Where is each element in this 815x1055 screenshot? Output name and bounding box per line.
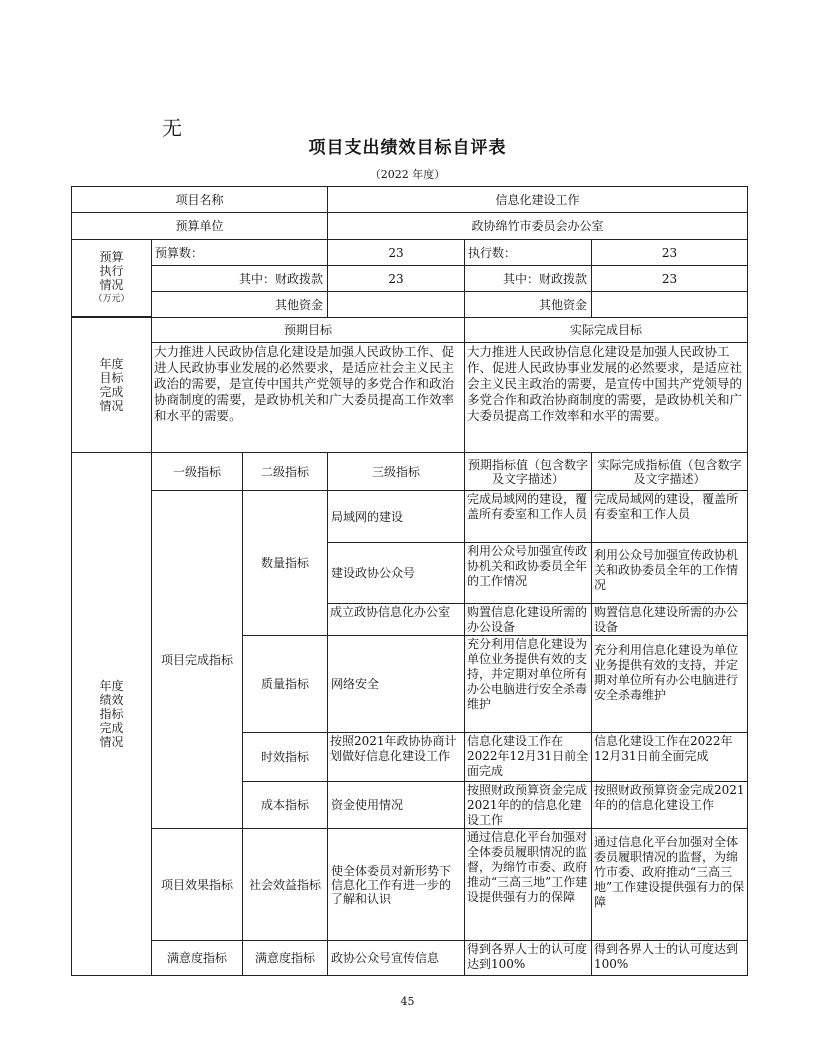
fiscal-exec-label: 其中：财政拨款 xyxy=(464,265,592,292)
level2-quality: 质量指标 xyxy=(242,635,328,733)
top-mark: 无 xyxy=(162,116,182,140)
annual-goal-label xyxy=(71,317,152,453)
actual-goal-text: 大力推进人民政协信息化建设是加强人民政协工作、促进人民政协事业发展的必然要求，是适应社会主义民主政治的需要，是宣传中国共产党领导的多党合作和政治协商制度的需要，是政协机关和广大委员提高工作效率和水平的需要。 xyxy=(464,342,748,453)
budget-exec-label-line: 情况 xyxy=(99,278,124,292)
level3-cell: 使全体委员对新形势下信息化工作有进一步的了解和认识 xyxy=(327,828,465,941)
level3-cell: 成立政协信息化办公室 xyxy=(327,603,465,636)
actual-value-cell: 完成局域网的建设，覆盖所有委室和工作人员 xyxy=(591,490,748,543)
expected-value-cell: 得到各界人士的认可度达到100% xyxy=(464,940,592,976)
annual-goal-label-line: 完成 xyxy=(99,385,124,399)
expected-value-cell: 充分利用信息化建设为单位业务提供有效的支持，并定期对单位所有办公电脑进行安全杀毒维护 xyxy=(464,635,592,733)
indicators-label-line: 绩效 xyxy=(99,693,124,707)
fiscal-budget-label: 其中：财政拨款 xyxy=(151,265,328,292)
actual-goal-header: 实际完成目标 xyxy=(464,317,748,343)
fiscal-exec-value: 23 xyxy=(591,265,748,292)
page-title: 项目支出绩效目标自评表 xyxy=(308,138,507,158)
other-budget-label: 其他资金 xyxy=(151,291,328,318)
level3-cell: 政协公众号宣传信息 xyxy=(327,940,465,976)
budget-amount-value: 23 xyxy=(327,239,465,266)
header-actual: 实际完成指标值（包含数字及文字描述） xyxy=(591,452,748,491)
indicators-label-line: 完成 xyxy=(99,721,124,735)
exec-amount-label: 执行数： xyxy=(464,239,592,266)
budget-unit-value: 政协绵竹市委员会办公室 xyxy=(327,212,748,240)
level2-social: 社会效益指标 xyxy=(242,828,328,941)
actual-value-cell: 充分利用信息化建设为单位业务提供有效的支持，并定期对单位所有办公电脑进行安全杀毒维护 xyxy=(591,635,748,733)
level3-cell: 网络安全 xyxy=(327,635,465,733)
actual-value-cell: 信息化建设工作在2022年12月31日前全面完成 xyxy=(591,732,748,782)
expected-value-cell: 按照财政预算资金完成2021年的的信息化建设工作 xyxy=(464,781,592,829)
indicators-label-line: 情况 xyxy=(99,735,124,749)
actual-value-cell: 购置信息化建设所需的办公设备 xyxy=(591,603,748,636)
level1-completion: 项目完成指标 xyxy=(151,490,243,829)
annual-goal-label-line: 年度 xyxy=(99,357,124,371)
budget-exec-label-line: 预算 xyxy=(99,250,124,264)
other-budget-value xyxy=(327,291,465,318)
level1-effect: 项目效果指标 xyxy=(151,828,243,941)
actual-value-cell: 利用公众号加强宣传政协机关和政协委员全年的工作情况 xyxy=(591,542,748,604)
expected-value-cell: 利用公众号加强宣传政协机关和政协委员全年的工作情况 xyxy=(464,542,592,604)
level1-satisfaction: 满意度指标 xyxy=(151,940,243,976)
project-name-value: 信息化建设工作 xyxy=(327,186,748,213)
expected-value-cell: 完成局域网的建设，覆盖所有委室和工作人员 xyxy=(464,490,592,543)
header-level2: 二级指标 xyxy=(242,452,328,491)
level2-timeliness: 时效指标 xyxy=(242,732,328,782)
exec-amount-value: 23 xyxy=(591,239,748,266)
actual-value-cell: 得到各界人士的认可度达到100% xyxy=(591,940,748,976)
fiscal-budget-value: 23 xyxy=(327,265,465,292)
budget-exec-unit: （万元） xyxy=(93,294,130,304)
expected-value-cell: 信息化建设工作在2022年12月31日前全面完成 xyxy=(464,732,592,782)
header-level1: 一级指标 xyxy=(151,452,243,491)
expected-goal-header: 预期目标 xyxy=(151,317,465,343)
budget-exec-label xyxy=(71,239,152,317)
indicators-label-line: 年度 xyxy=(99,679,124,693)
page-number: 45 xyxy=(400,995,415,1008)
other-exec-value xyxy=(591,291,748,318)
header-level3: 三级指标 xyxy=(327,452,465,491)
level2-quantity: 数量指标 xyxy=(242,490,328,636)
level2-satisfaction: 满意度指标 xyxy=(242,940,328,976)
year-label: （2022 年度） xyxy=(369,168,446,181)
indicators-label-line: 指标 xyxy=(99,707,124,721)
other-exec-label: 其他资金 xyxy=(464,291,592,318)
expected-value-cell: 通过信息化平台加强对全体委员履职情况的监督，为绵竹市委、政府推动“三高三地”工作建设提供强有力的保障 xyxy=(464,828,592,941)
level3-cell: 资金使用情况 xyxy=(327,781,465,829)
level3-cell: 局域网的建设 xyxy=(327,490,465,543)
level3-cell: 建设政协公众号 xyxy=(327,542,465,604)
level3-cell: 按照2021年政协协商计划做好信息化建设工作 xyxy=(327,732,465,782)
budget-unit-label: 预算单位 xyxy=(71,212,328,240)
indicators-label xyxy=(71,452,152,976)
actual-value-cell: 按照财政预算资金完成2021年的的信息化建设工作 xyxy=(591,781,748,829)
actual-value-cell: 通过信息化平台加强对全体委员履职情况的监督，为绵竹市委、政府推动“三高三地”工作建设提供强有力的保障 xyxy=(591,828,748,941)
header-expected: 预期指标值（包含数字及文字描述） xyxy=(464,452,592,491)
budget-amount-label: 预算数： xyxy=(151,239,328,266)
budget-exec-label-line: 执行 xyxy=(99,264,124,278)
expected-value-cell: 购置信息化建设所需的办公设备 xyxy=(464,603,592,636)
annual-goal-label-line: 目标 xyxy=(99,371,124,385)
expected-goal-text: 大力推进人民政协信息化建设是加强人民政协工作、促进人民政协事业发展的必然要求，是适应社会主义民主政治的需要，是宣传中国共产党领导的多党合作和政治协商制度的需要，是政协机关和广大委员提高工作效率和水平的需要。 xyxy=(151,342,465,453)
project-name-label: 项目名称 xyxy=(71,186,328,213)
level2-cost: 成本指标 xyxy=(242,781,328,829)
annual-goal-label-line: 情况 xyxy=(99,399,124,413)
